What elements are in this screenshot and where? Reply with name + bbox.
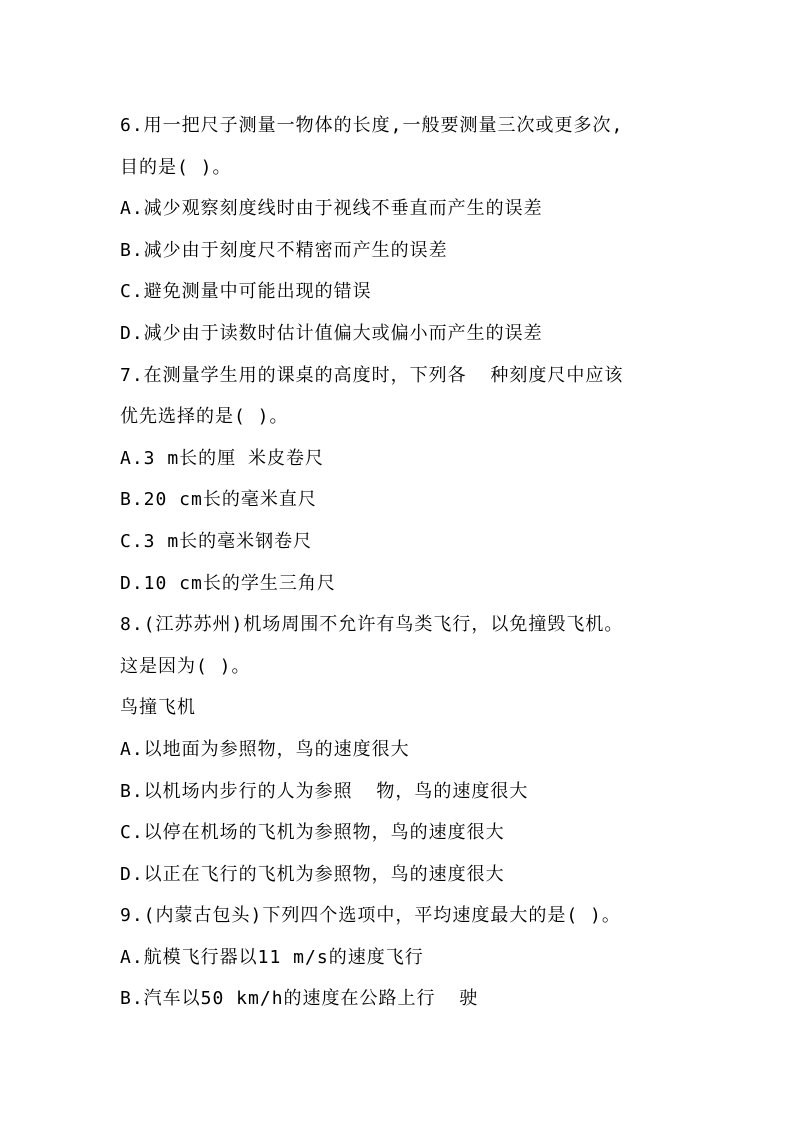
question-8-stem-line-2: 这是因为( )。 [120, 655, 251, 677]
question-7-option-b: B.20 cm长的毫米直尺 [120, 489, 317, 511]
question-7-stem-line-2: 优先选择的是( )。 [120, 406, 289, 428]
question-8-option-d: D.以正在飞行的飞机为参照物，鸟的速度很大 [120, 863, 505, 885]
question-9-option-b: B.汽车以50 km/h的速度在公路上行 驶 [120, 988, 479, 1010]
question-6-option-b: B.减少由于刻度尺不精密而产生的误差 [120, 239, 448, 261]
question-8-option-b: B.以机场内步行的人为参照 物，鸟的速度很大 [120, 780, 529, 802]
question-7-option-d: D.10 cm长的学生三角尺 [120, 572, 336, 594]
question-6-option-c: C.避免测量中可能出现的错误 [120, 281, 372, 303]
question-6-option-a: A.减少观察刻度线时由于视线不垂直而产生的误差 [120, 198, 543, 220]
question-8-figure-caption: 鸟撞飞机 [120, 697, 196, 719]
question-6-stem-line-2: 目的是( )。 [120, 156, 232, 178]
question-8-stem-line-1: 8.(江苏苏州)机场周围不允许有鸟类飞行，以免撞毁飞机。 [120, 614, 624, 636]
question-7-option-c: C.3 m长的毫米钢卷尺 [120, 530, 313, 552]
question-7-option-a: A.3 m长的厘 米皮卷尺 [120, 447, 325, 469]
document-body [120, 105, 720, 1020]
question-6-option-d: D.减少由于读数时估计值偏大或偏小而产生的误差 [120, 322, 543, 344]
question-6-stem-line-1: 6.用一把尺子测量一物体的长度,一般要测量三次或更多次, [120, 115, 624, 136]
question-9-option-a: A.航模飞行器以11 m/s的速度飞行 [120, 946, 424, 968]
question-9-stem: 9.(内蒙古包头)下列四个选项中，平均速度最大的是( )。 [120, 905, 621, 927]
question-8-option-a: A.以地面为参照物，鸟的速度很大 [120, 738, 410, 760]
question-8-option-c: C.以停在机场的飞机为参照物，鸟的速度很大 [120, 822, 505, 844]
question-7-stem-line-1: 7.在测量学生用的课桌的高度时，下列各 种刻度尺中应该 [120, 364, 624, 386]
